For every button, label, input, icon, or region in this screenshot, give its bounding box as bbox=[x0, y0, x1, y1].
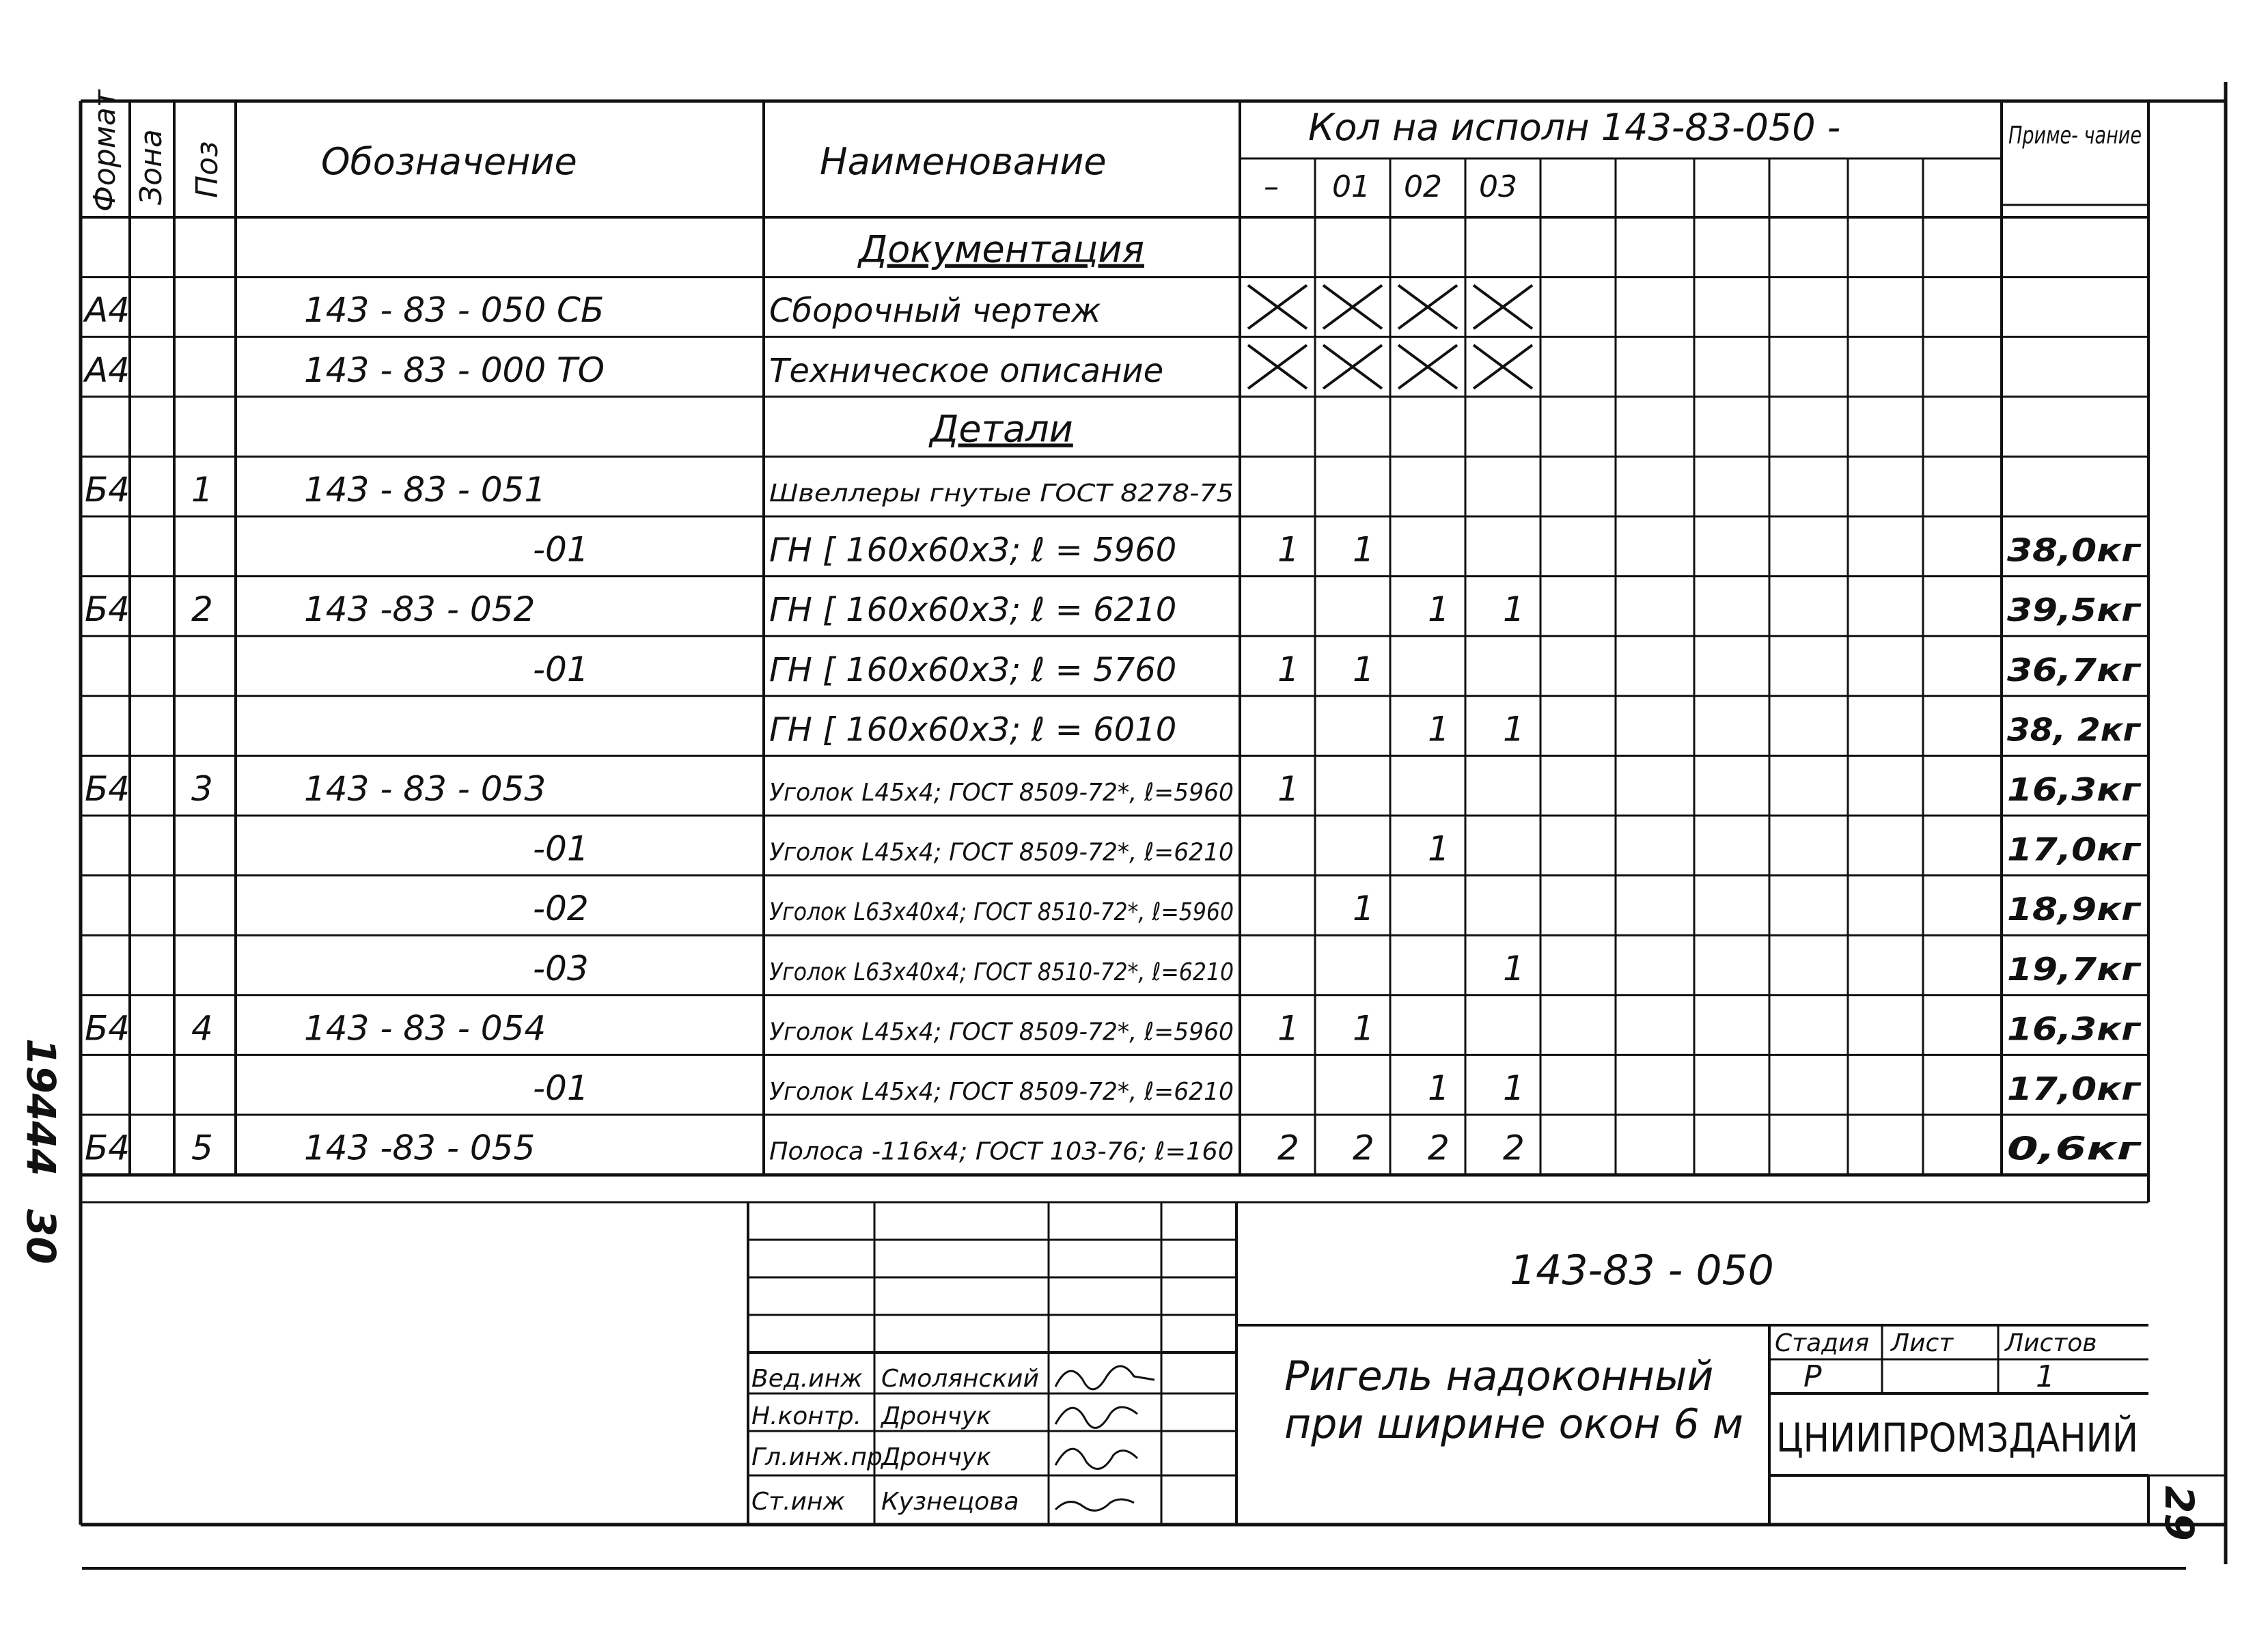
col-format-header: Формат bbox=[87, 89, 122, 212]
row-qty: 1 bbox=[1277, 529, 1299, 570]
row-designation: -02 bbox=[533, 889, 589, 929]
sign-name-2: Дрончук bbox=[881, 1443, 991, 1471]
spec-row bbox=[533, 889, 2142, 928]
sign-role-3: Ст.инж bbox=[751, 1488, 845, 1516]
margin-page-number: 30 bbox=[18, 1209, 64, 1264]
spec-row bbox=[533, 949, 2142, 988]
row-name: Уголок L45х4; ГОСТ 8509-72*, ℓ=5960 bbox=[769, 1018, 1234, 1046]
row-format: Б4 bbox=[85, 470, 130, 510]
row-note: 0,6кг bbox=[2007, 1130, 2142, 1167]
col-designation-header: Обозначение bbox=[321, 140, 577, 183]
row-designation: 143 - 83 - 000 ТО bbox=[304, 350, 605, 390]
row-qty: 1 bbox=[1353, 649, 1374, 689]
row-format: Б4 bbox=[85, 589, 130, 630]
row-note: 17,0кг bbox=[2007, 831, 2142, 868]
cross-mark bbox=[1398, 286, 1457, 329]
variant-header-1: 01 bbox=[1332, 169, 1370, 204]
row-designation: 143 -83 - 055 bbox=[304, 1128, 536, 1168]
row-qty: 1 bbox=[1428, 589, 1450, 630]
row-note: 16,3кг bbox=[2007, 1010, 2142, 1048]
title-line-1: Ригель надоконный bbox=[1284, 1352, 1714, 1400]
spec-row bbox=[928, 407, 1073, 450]
spec-row bbox=[769, 709, 2142, 749]
row-note: 36,7кг bbox=[2007, 651, 2142, 689]
row-pos: 4 bbox=[191, 1008, 213, 1049]
cross-mark bbox=[1248, 345, 1307, 389]
cross-mark bbox=[1248, 286, 1307, 329]
spec-row bbox=[85, 589, 2142, 629]
row-name: Уголок L63х40х4; ГОСТ 8510-72*, ℓ=5960 bbox=[769, 898, 1234, 927]
spec-row bbox=[85, 769, 2142, 809]
row-pos: 3 bbox=[191, 769, 213, 809]
row-designation: 143 -83 - 052 bbox=[304, 589, 536, 630]
cross-mark bbox=[1474, 286, 1532, 329]
sheet-label: Лист bbox=[1891, 1329, 1954, 1357]
section-title: Документация bbox=[859, 227, 1144, 271]
row-format: А4 bbox=[85, 290, 130, 331]
row-qty: 1 bbox=[1503, 709, 1525, 749]
sign-role-0: Вед.инж bbox=[751, 1365, 863, 1393]
sheets-value: 1 bbox=[2036, 1359, 2055, 1394]
note-header: Приме- чание bbox=[2008, 122, 2142, 150]
row-qty: 2 bbox=[1353, 1128, 1374, 1168]
row-format: А4 bbox=[85, 350, 130, 390]
row-qty: 1 bbox=[1353, 1008, 1374, 1049]
row-name: Полоса -116х4; ГОСТ 103-76; ℓ=160 bbox=[769, 1137, 1234, 1166]
row-qty: 1 bbox=[1428, 1068, 1450, 1108]
stage-value: Р bbox=[1803, 1359, 1822, 1394]
row-note: 17,0кг bbox=[2007, 1070, 2142, 1107]
stage-label: Стадия bbox=[1775, 1329, 1870, 1357]
row-name: Уголок L45х4; ГОСТ 8509-72*, ℓ=6210 bbox=[769, 1078, 1234, 1106]
cross-mark bbox=[1323, 286, 1382, 329]
row-qty: 1 bbox=[1353, 529, 1374, 570]
cross-mark bbox=[1474, 345, 1532, 389]
section-title: Детали bbox=[930, 407, 1073, 451]
row-name: Швеллеры гнутые ГОСТ 8278-75 bbox=[769, 480, 1234, 508]
spec-row bbox=[533, 530, 2142, 570]
row-qty: 1 bbox=[1503, 589, 1525, 630]
spec-row bbox=[533, 650, 2142, 689]
row-qty: 1 bbox=[1277, 769, 1299, 809]
row-designation: -01 bbox=[533, 649, 589, 689]
qty-header-title: Кол на исполн 143-83-050 - bbox=[1308, 106, 1841, 149]
row-name: Уголок L45х4; ГОСТ 8509-72*, ℓ=5960 bbox=[769, 779, 1234, 807]
cross-mark bbox=[1398, 345, 1457, 389]
row-designation: 143 - 83 - 053 bbox=[304, 769, 547, 809]
row-format: Б4 bbox=[85, 1008, 130, 1049]
row-note: 19,7кг bbox=[2007, 950, 2142, 988]
row-name: ГН [ 160х60х3; ℓ = 6210 bbox=[769, 591, 1177, 630]
sign-name-3: Кузнецова bbox=[881, 1488, 1019, 1516]
signature-scribbles bbox=[1055, 1366, 1154, 1510]
row-name: Уголок L63х40х4; ГОСТ 8510-72*, ℓ=6210 bbox=[769, 958, 1234, 986]
row-note: 16,3кг bbox=[2007, 771, 2142, 808]
row-designation: -01 bbox=[533, 1068, 589, 1108]
sign-role-1: Н.контр. bbox=[751, 1402, 862, 1430]
row-qty: 1 bbox=[1277, 649, 1299, 689]
row-pos: 5 bbox=[191, 1128, 213, 1168]
row-name: Уголок L45х4; ГОСТ 8509-72*, ℓ=6210 bbox=[769, 838, 1234, 867]
row-qty: 1 bbox=[1503, 948, 1525, 988]
page-corner-number: 29 bbox=[2156, 1486, 2202, 1541]
row-qty: 1 bbox=[1353, 889, 1374, 929]
row-pos: 2 bbox=[191, 589, 213, 630]
spec-row bbox=[533, 1068, 2142, 1108]
row-designation: 143 - 83 - 054 bbox=[304, 1008, 547, 1049]
row-qty: 1 bbox=[1503, 1068, 1525, 1108]
row-pos: 1 bbox=[191, 470, 213, 510]
variant-header-3: 03 bbox=[1479, 169, 1517, 204]
inventory-number: 19444 bbox=[18, 1038, 64, 1176]
spec-row bbox=[533, 829, 2142, 869]
row-designation: -03 bbox=[533, 948, 589, 988]
spec-row bbox=[85, 1128, 2142, 1168]
row-qty: 1 bbox=[1277, 1008, 1299, 1049]
row-format: Б4 bbox=[85, 1128, 130, 1168]
col-zone-header: Зона bbox=[134, 129, 169, 205]
row-qty: 2 bbox=[1503, 1128, 1525, 1168]
row-designation: 143 - 83 - 050 СБ bbox=[304, 290, 605, 331]
spec-row bbox=[83, 350, 1163, 390]
row-note: 18,9кг bbox=[2007, 891, 2142, 928]
row-name: ГН [ 160х60х3; ℓ = 5760 bbox=[769, 650, 1177, 689]
title-line-2: при ширине окон 6 м bbox=[1284, 1400, 1744, 1448]
doc-number: 143-83 - 050 bbox=[1510, 1247, 1774, 1294]
row-format: Б4 bbox=[85, 769, 130, 809]
organization-name: ЦНИИПРОМЗДАНИЙ bbox=[1776, 1415, 2188, 1461]
row-note: 39,5кг bbox=[2007, 592, 2142, 629]
row-name: Сборочный чертеж bbox=[769, 292, 1101, 331]
variant-header-0: – bbox=[1264, 169, 1279, 204]
col-pos-header: Поз bbox=[190, 141, 225, 198]
row-name: Техническое описание bbox=[769, 351, 1164, 390]
row-designation: 143 - 83 - 051 bbox=[304, 470, 547, 510]
sign-name-1: Дрончук bbox=[881, 1402, 991, 1430]
row-qty: 2 bbox=[1428, 1128, 1450, 1168]
spec-row bbox=[85, 1008, 2142, 1048]
spec-row bbox=[857, 228, 1144, 271]
col-name-header: Наименование bbox=[820, 140, 1107, 183]
row-designation: -01 bbox=[533, 829, 589, 869]
row-name: ГН [ 160х60х3; ℓ = 5960 bbox=[769, 531, 1177, 570]
row-qty: 1 bbox=[1428, 829, 1450, 869]
row-note: 38,0кг bbox=[2007, 531, 2142, 569]
row-designation: -01 bbox=[533, 529, 589, 570]
spec-row bbox=[85, 470, 1234, 510]
row-note: 38, 2кг bbox=[2007, 711, 2142, 749]
sheets-label: Листов bbox=[2005, 1329, 2097, 1357]
row-name: ГН [ 160х60х3; ℓ = 6010 bbox=[769, 710, 1177, 749]
cross-mark bbox=[1323, 345, 1382, 389]
row-qty: 1 bbox=[1428, 709, 1450, 749]
sign-name-0: Смолянский bbox=[881, 1365, 1039, 1393]
sign-role-2: Гл.инж.пр bbox=[751, 1443, 883, 1471]
row-qty: 2 bbox=[1277, 1128, 1299, 1168]
variant-header-2: 02 bbox=[1404, 169, 1442, 204]
